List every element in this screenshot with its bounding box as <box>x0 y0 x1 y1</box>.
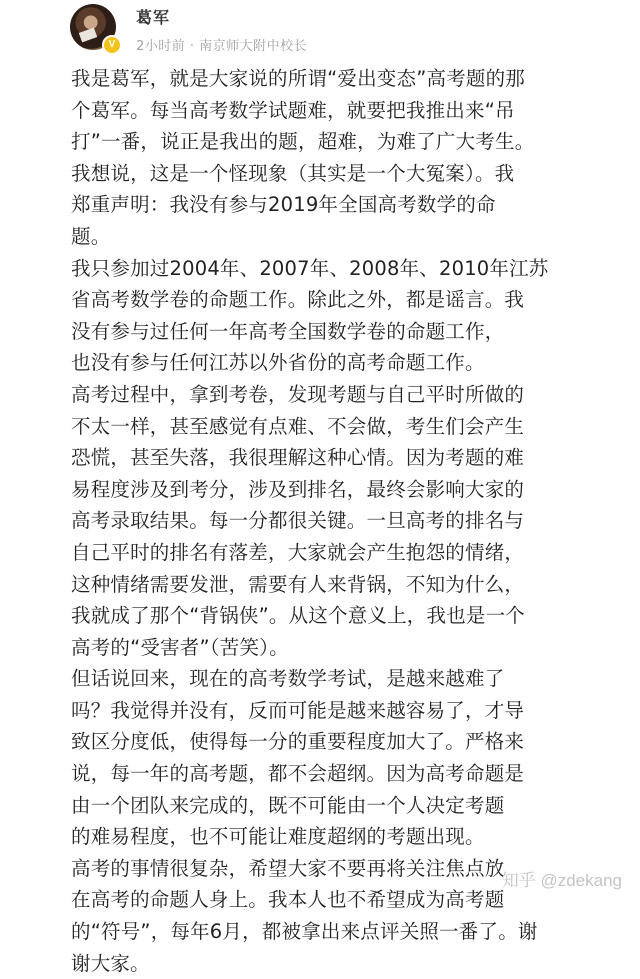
zhihu-watermark: 知乎 @zdekang <box>501 871 622 890</box>
avatar-photo-detail <box>79 28 97 43</box>
post-line: 致区分度低，使得每一分的重要程度加大了。严格来 <box>71 730 525 754</box>
author-name[interactable]: 葛军 <box>136 8 171 27</box>
post-line: 的“符号”，每年6月，都被拿出来点评关照一番了。谢 <box>71 920 538 944</box>
post-line: 高考过程中，拿到考卷，发现考题与自己平时所做的 <box>71 382 525 406</box>
post-line: 吗？我觉得并没有，反而可能是越来越容易了，才导 <box>71 698 525 722</box>
post-line: 高考录取结果。每一分都很关键。一旦高考的排名与 <box>71 509 525 533</box>
post-line: 我就成了那个“背锅侠”。从这个意义上，我也是一个 <box>71 604 526 628</box>
post-line: 也没有参与任何江苏以外省份的高考命题工作。 <box>71 351 485 375</box>
post-line: 我想说，这是一个怪现象（其实是一个大冤案）。我 <box>71 161 515 185</box>
post-line: 高考的事情很复杂，希望大家不要再将关注焦点放 <box>71 856 505 880</box>
post-line: 易程度涉及到考分，涉及到排名，最终会影响大家的 <box>71 477 525 501</box>
post-line: 题。 <box>71 224 111 248</box>
post-line: 在高考的命题人身上。我本人也不希望成为高考题 <box>71 888 505 912</box>
post-line: 恐慌，甚至失落，我很理解这种心情。因为考题的难 <box>71 446 525 470</box>
post-line: 这种情绪需要发泄，需要有人来背锅，不知为什么， <box>71 572 525 596</box>
verified-badge-icon: V <box>102 35 122 55</box>
post-line: 打”一番，说正是我出的题，超难，为难了广大考生。 <box>71 130 535 154</box>
post-header <box>70 4 630 54</box>
post-line: 由一个团队来完成的，既不可能由一个人决定考题 <box>71 793 505 817</box>
post-line: 我只参加过2004年、2007年、2008年、2010年江苏 <box>71 256 549 280</box>
post-line: 省高考数学卷的命题工作。除此之外，都是谣言。我 <box>71 288 525 312</box>
post-line: 但话说回来，现在的高考数学考试，是越来越难了 <box>71 667 505 691</box>
post-line: 个葛军。每当高考数学试题难，就要把我推出来“吊 <box>71 98 515 122</box>
author-avatar[interactable] <box>70 4 116 50</box>
post-line: 高考的“受害者”（苦笑）。 <box>71 635 289 659</box>
post-body <box>71 63 631 979</box>
post-line: 郑重声明：我没有参与2019年全国高考数学的命 <box>71 193 496 217</box>
post-line: 不太一样，甚至感觉有点难、不会做，考生们会产生 <box>71 414 525 438</box>
post-line: 没有参与过任何一年高考全国数学卷的命题工作， <box>71 319 505 343</box>
post-line: 的难易程度，也不可能让难度超纲的考题出现。 <box>71 825 485 849</box>
post-line: 说，每一年的高考题，都不会超纲。因为高考命题是 <box>71 762 525 786</box>
post-meta: 2小时前 · 南京师大附中校长 <box>136 39 308 54</box>
post-line: 谢大家。 <box>71 951 150 975</box>
post-line: 我是葛军，就是大家说的所谓“爱出变态”高考题的那 <box>71 67 526 90</box>
post-line: 自己平时的排名有落差，大家就会产生抱怨的情绪， <box>71 540 525 564</box>
